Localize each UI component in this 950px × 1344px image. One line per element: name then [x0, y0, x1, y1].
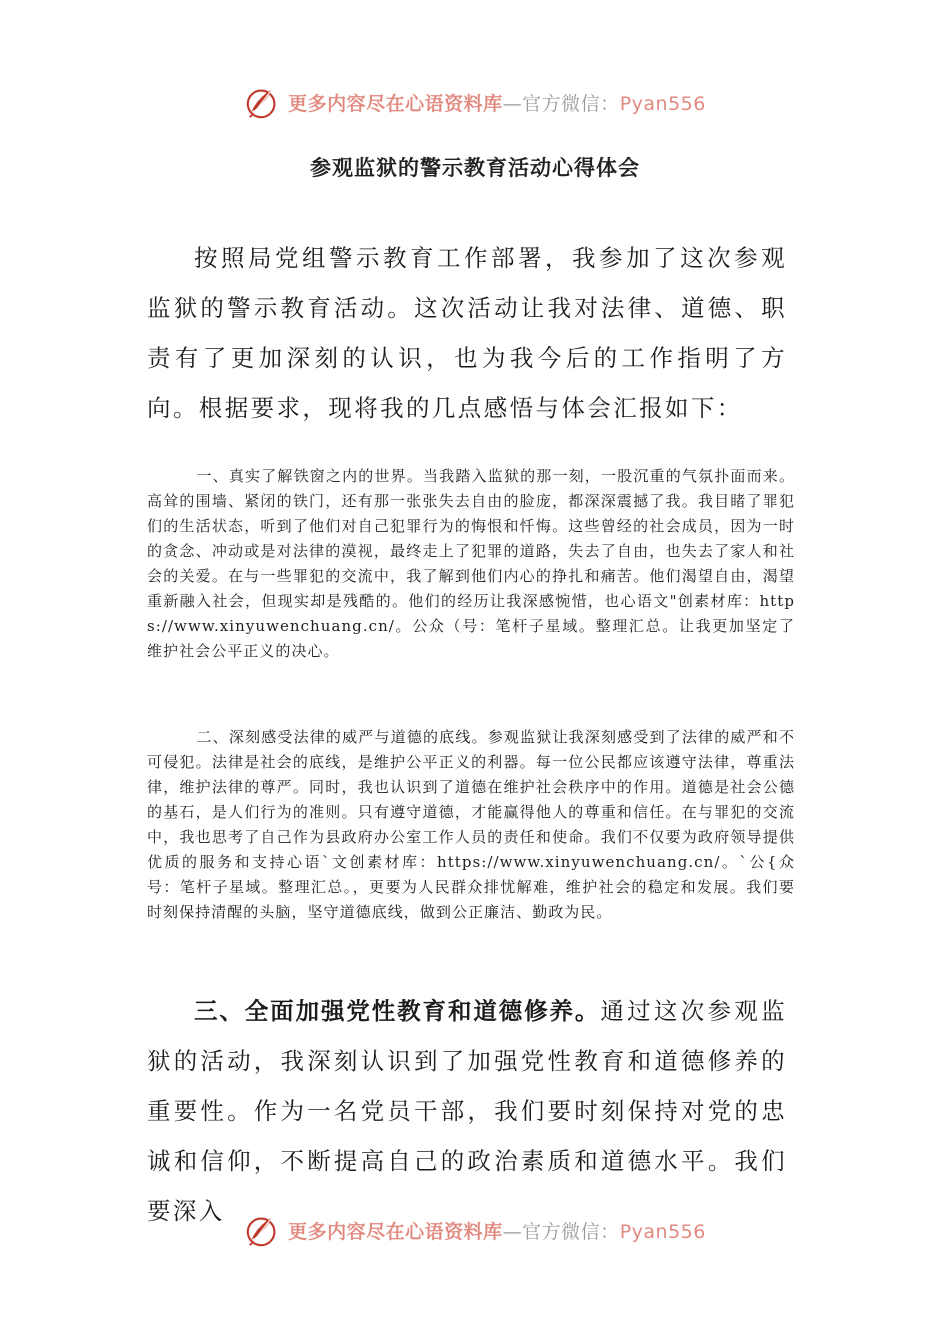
watermark-footer — [0, 1208, 950, 1252]
section-three-body: 通过这次参观监狱的活动，我深刻认识到了加强党性教育和道德修养的重要性。作为一名党员干部，我们要时刻保持对党的忠诚和信仰，不断提高自己的政治素质和道德水平。我们要深入 — [147, 997, 787, 1225]
section-two-paragraph: 二、深刻感受法律的威严与道德的底线。参观监狱让我深刻感受到了法律的威严和不可侵犯。法律是社会的底线，是维护公平正义的利器。每一位公民都应该遵守法律，尊重法律，维护法律的尊严。同时，我也认识到了道德在维护社会秩序中的作用。道德是社会公德的基石，是人们行为的准则。只有遵守道德，才能赢得他人的尊重和信任。在与罪犯的交流中，我也思考了自己作为县政府办公室工作人员的责任和使命。我们不仅要为政府领导提供优质的服务和支持心语`文创素材库：https://www.xinyuwenchuang.cn/。`公{众号：笔杆子星域。整理汇总。，更要为人民群众排忧解难，维护社会的稳定和发展。我们要时刻保持清醒的头脑，坚守道德底线，做到公正廉洁、勤政为民。 — [147, 728, 795, 921]
watermark-label: 官方微信： — [522, 1220, 620, 1243]
section-one-paragraph: 一、真实了解铁窗之内的世界。当我踏入监狱的那一刻，一股沉重的气氛扑面而来。高耸的围墙、紧闭的铁门，还有那一张张失去自由的脸庞，都深深震撼了我。我目睹了罪犯们的生活状态，听到了他们对自己犯罪行为的悔恨和忏悔。这些曾经的社会成员，因为一时的贪念、冲动或是对法律的漠视，最终走上了犯罪的道路，失去了自由，也失去了家人和社会的关爱。在与一些罪犯的交流中，我了解到他们内心的挣扎和痛苦。他们渴望自由，渴望重新融入社会，但现实却是残酷的。他们的经历让我深感惋惜，也心语文"创素材库：https://www.xinyuwenchuang.cn/。公众（号：笔杆子星域。整理汇总。让我更加坚定了维护社会公平正义的决心。 — [147, 467, 795, 660]
watermark-header — [0, 80, 950, 124]
watermark-dash: — — [502, 92, 523, 115]
watermark-text — [288, 1217, 706, 1244]
quill-logo-icon — [244, 1211, 282, 1249]
document-title: 参观监狱的警示教育活动心得体会 — [310, 155, 640, 180]
watermark-label: 官方微信： — [522, 92, 620, 115]
watermark-dash: — — [502, 1220, 523, 1243]
watermark-handle: Pyan556 — [619, 92, 706, 115]
section-three-paragraph — [147, 986, 787, 1236]
watermark-text — [288, 89, 706, 116]
section-three-heading: 三、全面加强党性教育和道德修养。 — [194, 997, 601, 1025]
watermark-brand: 更多内容尽在心语资料库 — [288, 92, 503, 115]
watermark-handle: Pyan556 — [619, 1220, 706, 1243]
watermark-brand: 更多内容尽在心语资料库 — [288, 1220, 503, 1243]
quill-logo-icon — [244, 83, 282, 121]
intro-paragraph: 按照局党组警示教育工作部署，我参加了这次参观监狱的警示教育活动。这次活动让我对法律、道德、职责有了更加深刻的认识，也为我今后的工作指明了方向。根据要求，现将我的几点感悟与体会汇报如下： — [147, 244, 787, 422]
